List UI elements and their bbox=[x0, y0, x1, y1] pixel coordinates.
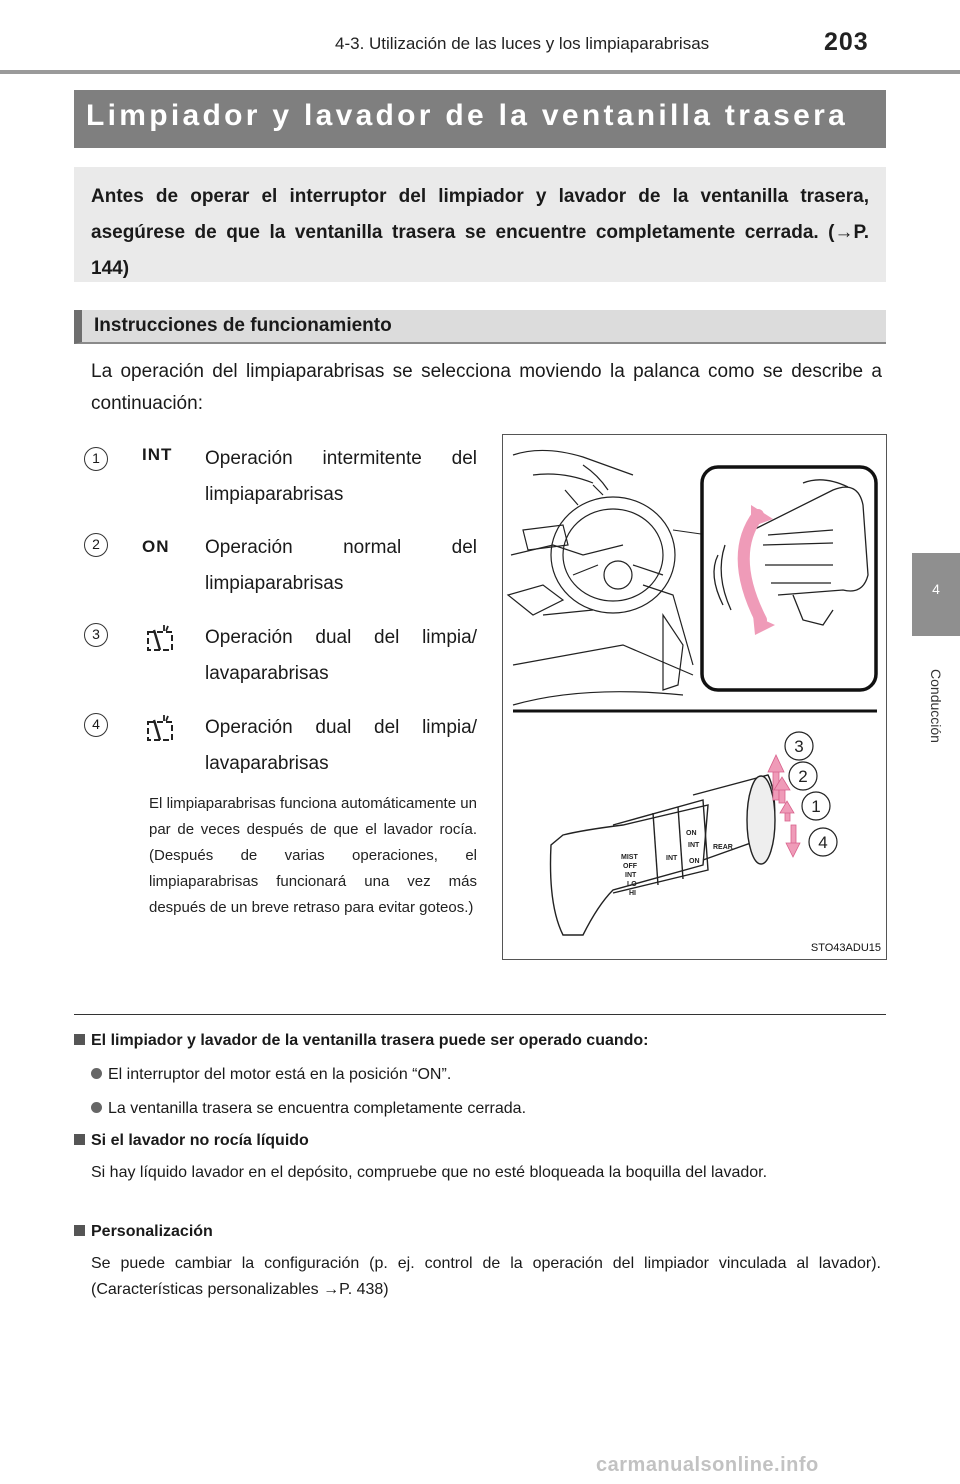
lever-int-label-b: INT bbox=[666, 855, 678, 862]
item-line-2: limpiaparabrisas bbox=[205, 573, 344, 594]
lever-illustration bbox=[502, 434, 887, 960]
watermark: carmanualsonline.info bbox=[596, 1454, 819, 1476]
item-line-2: limpiaparabrisas bbox=[205, 484, 344, 505]
item-line-1: Operación intermitente del bbox=[205, 448, 477, 469]
item-number-circle: 4 bbox=[84, 713, 108, 737]
title-bar bbox=[74, 90, 886, 148]
lever-on-label: ON bbox=[686, 830, 697, 837]
circle-bullet-icon bbox=[91, 1102, 102, 1113]
callout-2: 2 bbox=[798, 767, 808, 786]
chapter-label: Conducción bbox=[928, 669, 944, 743]
chapter-number: 4 bbox=[932, 581, 940, 597]
callout-4: 4 bbox=[818, 833, 828, 852]
lever-hi-label: HI bbox=[629, 890, 636, 897]
item-number-circle: 2 bbox=[84, 533, 108, 557]
section-text: Se puede cambiar la configuración (p. ej. control de la operación del limpiador vinculada al lavador). (Características personalizables →P. 438) bbox=[91, 1255, 881, 1298]
section-heading bbox=[74, 1032, 886, 1050]
section-heading bbox=[74, 1223, 886, 1241]
section-heading bbox=[74, 1132, 886, 1150]
square-bullet-icon bbox=[74, 1225, 85, 1236]
list-item bbox=[91, 1066, 903, 1084]
description: La operación del limpiaparabrisas se selecciona moviendo la palanca como se describe a continuación: bbox=[91, 361, 882, 414]
lever-mist-label: MIST bbox=[621, 854, 638, 861]
square-bullet-icon bbox=[74, 1134, 85, 1145]
list-item bbox=[91, 1100, 903, 1118]
section-text: Si hay líquido lavador en el depósito, compruebe que no esté bloqueada la boquilla del lavador. bbox=[91, 1164, 768, 1181]
item-text bbox=[205, 441, 477, 513]
item-text bbox=[205, 530, 477, 602]
note-text: El limpiaparabrisas funciona automáticamente un par de veces después de que el lavador rocía. (Después de varias operaciones, el limpiaparabrisas funcionará una vez más después de un breve retraso para evitar goteos.) bbox=[149, 795, 477, 916]
lever-int-label-a: INT bbox=[625, 872, 637, 879]
circle-bullet-icon bbox=[91, 1068, 102, 1079]
subheading: Instrucciones de funcionamiento bbox=[94, 315, 392, 336]
on-code-label: ON bbox=[142, 537, 170, 556]
figure-caption: STO43ADU15 bbox=[810, 942, 881, 954]
item-line-2: lavaparabrisas bbox=[205, 663, 329, 684]
int-code-label: INT bbox=[142, 445, 173, 464]
item-line-1: Operación dual del limpia/ bbox=[205, 627, 477, 648]
chapter-tab bbox=[912, 553, 960, 636]
item-line-2: lavaparabrisas bbox=[205, 753, 329, 774]
page-title: Limpiador y lavador de la ventanilla trasera bbox=[86, 99, 849, 132]
subheading-bar bbox=[74, 310, 886, 344]
item-number-circle: 1 bbox=[84, 447, 108, 471]
section-heading-text: Si el lavador no rocía líquido bbox=[91, 1132, 309, 1149]
bullet-text: El interruptor del motor está en la posición “ON”. bbox=[108, 1066, 452, 1083]
lever-on-label-b: ON bbox=[689, 858, 700, 865]
rear-wiper-washer-icon bbox=[144, 713, 178, 743]
callout-3: 3 bbox=[794, 737, 804, 756]
item-text bbox=[205, 620, 477, 692]
lever-diagram bbox=[503, 435, 888, 961]
page-number: 203 bbox=[824, 28, 869, 56]
item-text bbox=[205, 710, 477, 782]
section-heading-text: El limpiador y lavador de la ventanilla trasera puede ser operado cuando: bbox=[91, 1032, 649, 1049]
lever-int-label-c: INT bbox=[688, 842, 700, 849]
item-line-1: Operación normal del bbox=[205, 537, 477, 558]
section-header: 4-3. Utilización de las luces y los limpiaparabrisas bbox=[335, 34, 710, 53]
lever-off-label: OFF bbox=[623, 863, 637, 870]
intro-box: Antes de operar el interruptor del limpiador y lavador de la ventanilla trasera, asegúrese de que la ventanilla trasera se encuentre completamente cerrada. (→P. 144) bbox=[74, 167, 886, 282]
section-heading-text: Personalización bbox=[91, 1223, 213, 1240]
header-divider bbox=[0, 70, 960, 74]
item-line-1: Operación dual del limpia/ bbox=[205, 717, 477, 738]
lever-rear-label: REAR bbox=[713, 844, 733, 851]
section-divider bbox=[74, 1014, 886, 1015]
callout-1: 1 bbox=[811, 797, 821, 816]
item-number-circle: 3 bbox=[84, 623, 108, 647]
square-bullet-icon bbox=[74, 1034, 85, 1045]
lever-lo-label: LO bbox=[627, 881, 637, 888]
bullet-text: La ventanilla trasera se encuentra completamente cerrada. bbox=[108, 1100, 527, 1117]
rear-wiper-washer-icon bbox=[144, 623, 178, 653]
